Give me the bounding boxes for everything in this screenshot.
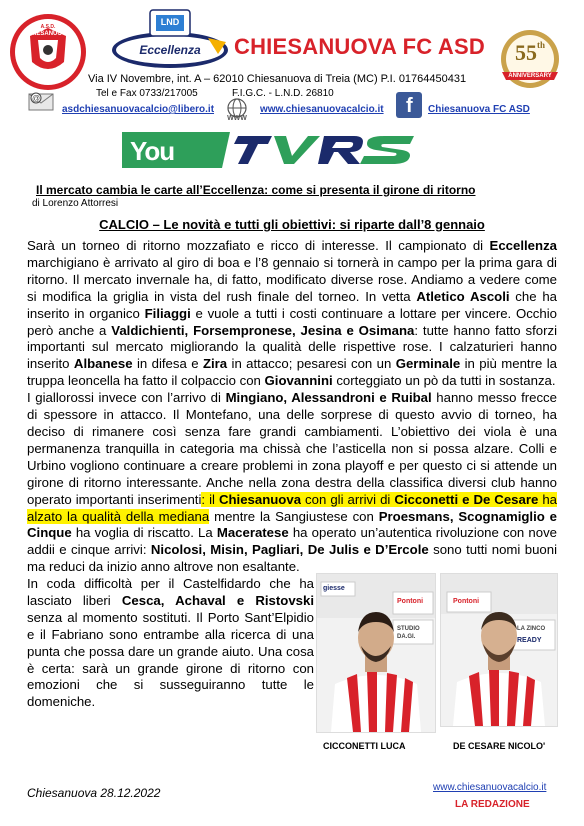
sponsor-label: Pontoni	[453, 598, 480, 605]
sponsor-label: DA.GI.	[397, 634, 416, 640]
text: che ha inserito in organico	[27, 288, 557, 321]
text: e vuole a tutti i costi continuare a lottare per vincere. Occhio però anche a	[27, 305, 557, 338]
bold-text: Atletico Ascoli	[416, 288, 510, 304]
facebook-icon: f	[396, 92, 422, 118]
club-logo-top-text: A.S.D.	[40, 24, 56, 30]
photo-caption: DE CESARE NICOLO'	[453, 741, 546, 751]
bold-text: Filiaggi	[144, 305, 191, 321]
anniversary-number	[496, 40, 564, 66]
youtvrs-you: You	[130, 136, 175, 166]
text: marchigiano è arrivato al giro di boa e l’8 gennaio si tornerà in campo per la prima gara di ritorno. Il mercato invernale ha, di fatto, modificato diverse rose. Andiamo a vedere come si modifica la griglia in vista del rush finale del torneo. In vetta	[27, 254, 557, 304]
facebook-link[interactable]: Chiesanuova FC ASD	[428, 104, 530, 115]
bold-text: Nicolosi, Misin, Pagliari, De Julis e D’Ercole	[150, 542, 429, 558]
bold-text: Valdichienti, Forsempronese, Jesina e Osimana	[111, 322, 415, 338]
text: sono tutti nomi buoni ma reduci da inizio anno altrove non esaltante.	[27, 542, 558, 575]
anniversary-suffix: th	[536, 40, 545, 50]
article-subheadline: CALCIO – Le novità e tutti gli obiettivi: si riparte dall’8 gennaio	[99, 217, 485, 232]
article-body	[27, 238, 557, 576]
highlighted-bold-text: Cicconetti e De Cesare	[394, 491, 539, 507]
text: : tutte hanno fatto sforzi importanti sul mercato migliorando la qualità delle rispettive rose. I calzaturieri hanno inserito	[27, 322, 557, 372]
bold-text: Mingiano, Alessandroni e Ruibal	[225, 390, 432, 406]
bold-text: Cesca, Achaval e Ristovski	[121, 592, 314, 608]
youtvrs-logo	[122, 128, 424, 172]
player-photo-cicconetti	[316, 573, 436, 733]
text: in attacco; pesaresi con un	[227, 356, 396, 372]
text: ha voglia di riscatto. La	[71, 525, 217, 541]
anniversary-badge	[496, 28, 564, 90]
highlighted-bold-text: Chiesanuova	[218, 491, 302, 507]
lnd-label: LND	[160, 17, 180, 27]
article-author: di Lorenzo Attorresi	[32, 198, 119, 209]
text: I giallorossi invece con l’arrivo di	[27, 390, 226, 406]
footer-date: Chiesanuova 28.12.2022	[27, 786, 161, 800]
bold-text: Eccellenza	[489, 238, 557, 253]
footer-website-link[interactable]: www.chiesanuovacalcio.it	[433, 782, 547, 793]
paragraph-3	[27, 576, 314, 711]
email-link[interactable]: asdchiesanuovacalcio@libero.it	[62, 104, 215, 115]
svg-text:@: @	[31, 94, 41, 103]
player-photo-decesare	[440, 573, 558, 727]
text: corteggiato un pò da tutti in sostanza.	[332, 373, 556, 389]
club-address: Via IV Novembre, int. A – 62010 Chiesanuova di Treia (MC) P.I. 01764450431	[88, 73, 467, 85]
text: Sarà un torneo di ritorno mozzafiato e ricco di interesse. Il campionato di	[27, 238, 490, 253]
bold-text: Proesmans, Scognamiglio e Cinque	[27, 508, 558, 541]
text: senza al momento sostituti. Il Porto Sant’Elpidio e il Fabriano sono entrambe alla ricerca di una punta che possa dare un grande aiuto. Una cosa è certa: sarà un grande girone di ritorno con emozioni che si susseguiranno tutte le domeniche.	[27, 609, 314, 710]
text: mentre la Sangiustese con	[209, 508, 379, 524]
bold-text: Germinale	[395, 356, 461, 372]
bold-text: Albanese	[73, 356, 133, 372]
anniversary-label: ANNIVERSARY	[508, 73, 552, 79]
text: in difesa e	[132, 356, 203, 372]
www-icon-label: WWW	[227, 115, 247, 122]
sponsor-label: STUDIO	[397, 626, 420, 632]
paragraph-1	[27, 238, 557, 390]
text: ha operato un’autentica rivoluzione con nove addii e cinque arrivi:	[27, 525, 557, 558]
highlighted-text: ha alzato la qualità della mediana	[27, 491, 557, 524]
sponsor-label: Pontoni	[397, 598, 424, 605]
website-link[interactable]: www.chiesanuovacalcio.it	[260, 104, 384, 115]
club-logo-year: 1967	[37, 75, 59, 85]
sponsor-label: LA ZINCO	[517, 626, 546, 632]
bold-text: Maceratese	[216, 525, 289, 541]
club-logo-name: CHIESANUOVA	[26, 31, 70, 37]
club-logo	[8, 12, 88, 92]
eccellenza-logo	[108, 8, 232, 70]
bold-text: Giovannini	[264, 373, 333, 389]
highlighted-text: con gli arrivi di	[301, 491, 395, 507]
club-logo-bottom-text: CALCIO	[38, 62, 58, 68]
sponsor-label: READY	[517, 637, 542, 644]
eccellenza-label: Eccellenza	[139, 43, 201, 57]
club-telfax: Tel e Fax 0733/217005	[96, 88, 198, 99]
paragraph-2	[27, 390, 557, 576]
footer-redazione: LA REDAZIONE	[455, 799, 530, 810]
globe-icon	[222, 96, 252, 124]
highlighted-text: : il	[201, 491, 219, 507]
text: in più mentre la truppa leoncella ha fatto il colpaccio con	[27, 356, 557, 389]
bold-text: Zira	[202, 356, 228, 372]
photo-caption: CICCONETTI LUCA	[323, 741, 406, 751]
club-name: CHIESANUOVA FC ASD	[234, 34, 485, 59]
text: hanno messo frecce di spessore in attacco. Il Montefano, una delle sorprese di questo avvio di torneo, ha deciso di rimanere così senza fare grandi cambiamenti. L’obiettivo dei viola è una permanenza tranquilla in categoria ma chissà che l’asticella non si possa alzare. Colli e Urbino vogliono continuare a creare problemi in zona playoff e per questo ci si attende un girone di ritorno interessante. Anche nella zona destra della classifica diversi club hanno operato importanti inserimenti	[27, 390, 557, 507]
sponsor-label: giesse	[323, 585, 345, 592]
email-icon	[28, 90, 54, 112]
club-figc: F.I.G.C. - L.N.D. 26810	[232, 88, 334, 99]
article-headline: Il mercato cambia le carte all’Eccellenza: come si presenta il girone di ritorno	[36, 183, 476, 197]
anniversary-number-value: 55	[514, 40, 537, 65]
text: In coda difficoltà per il Castelfidardo che ha lasciato liberi	[27, 576, 314, 608]
